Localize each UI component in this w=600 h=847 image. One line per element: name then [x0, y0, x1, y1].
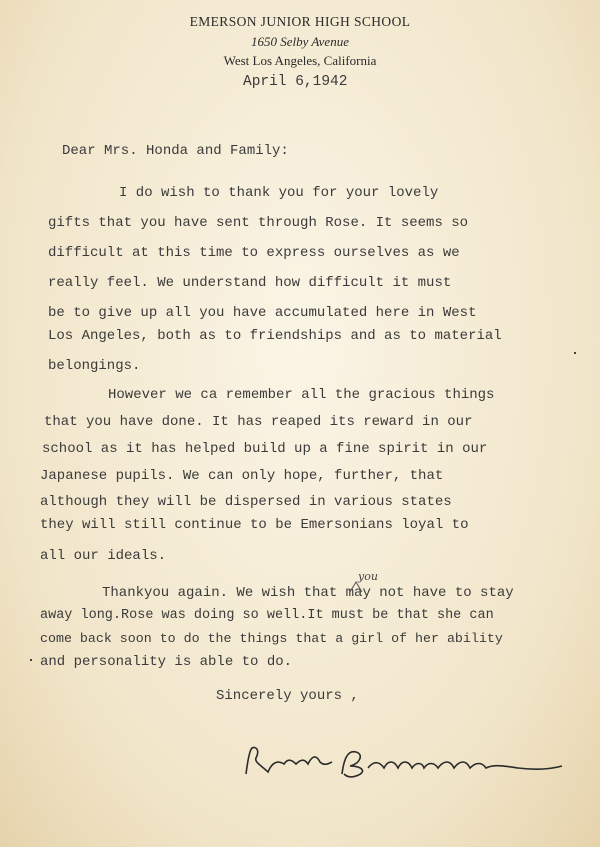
paragraph2-line: However we ca remember all the gracious things — [108, 387, 495, 403]
paper-speck — [30, 659, 32, 661]
paragraph1-line: Los Angeles, both as to friendships and as to material — [48, 328, 502, 344]
paragraph2-line: they will still continue to be Emersonians loyal to — [40, 517, 469, 533]
paragraph1-line: really feel. We understand how difficult it must — [48, 275, 452, 291]
signature — [238, 738, 568, 788]
paragraph1-line: belongings. — [48, 358, 141, 374]
letterhead-school: EMERSON JUNIOR HIGH SCHOOL — [189, 14, 411, 29]
closing: Sincerely yours , — [216, 688, 359, 704]
paragraph2-line: school as it has helped build up a fine spirit in our — [42, 441, 488, 457]
paragraph2-line: Japanese pupils. We can only hope, further, that — [40, 468, 444, 484]
paragraph3-line: and personality is able to do. — [40, 654, 293, 670]
paragraph2-line: although they will be dispersed in various states — [40, 494, 452, 510]
handwritten-insert: you — [358, 570, 378, 583]
paragraph3-line: Thankyou again. We wish that may not have to stay — [102, 585, 514, 601]
letterhead-city: West Los Angeles, California — [223, 53, 377, 68]
paper-speck — [574, 352, 576, 354]
paragraph3-line: away long.Rose was doing so well.It must be that she can — [40, 608, 494, 623]
letterhead-address: 1650 Selby Avenue — [251, 34, 349, 49]
paragraph1-line: gifts that you have sent through Rose. It seems so — [48, 215, 469, 231]
paragraph3-line: come back soon to do the things that a girl of her ability — [40, 631, 503, 646]
paragraph1-line: be to give up all you have accumulated here in West — [48, 305, 477, 321]
paragraph2-line: all our ideals. — [40, 548, 167, 564]
letter-date: April 6,1942 — [243, 74, 348, 90]
paragraph1-line: difficult at this time to express ourselves as we — [48, 245, 460, 261]
paragraph1-line: I do wish to thank you for your lovely — [119, 185, 439, 201]
insertion-caret — [348, 580, 372, 594]
paragraph2-line: that you have done. It has reaped its reward in our — [44, 414, 473, 430]
salutation: Dear Mrs. Honda and Family: — [62, 143, 289, 159]
